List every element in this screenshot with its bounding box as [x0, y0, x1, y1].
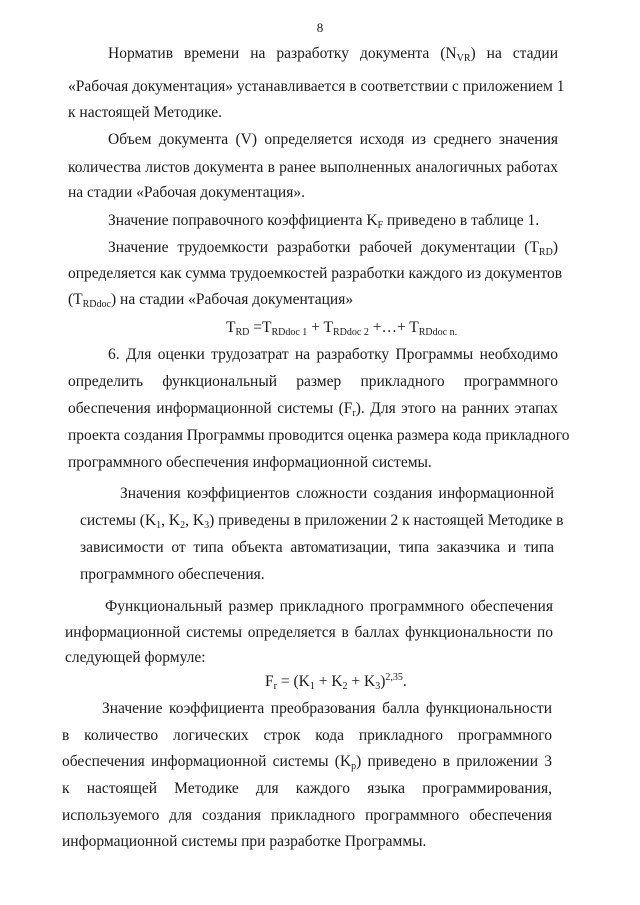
- formula-fr: $F_r = (K_1 + K_2 + K_3)^{2,35}$.: [265, 672, 407, 692]
- p5-line2: определить функциональный размер прикладного программного: [68, 373, 558, 390]
- p7-line1: Функциональный размер прикладного программного обеспечения: [105, 598, 553, 615]
- p7-line3: следующей формуле:: [65, 649, 206, 666]
- p7-line2: информационной системы определяется в баллах функциональности по: [65, 624, 553, 641]
- p5-line4: проекта создания Программы проводится оценка размера кода прикладного: [68, 427, 570, 444]
- p6-line4: программного обеспечения.: [80, 566, 265, 583]
- p2-line3: на стадии «Рабочая документация».: [68, 184, 305, 201]
- p4-line2: определяется как сумма трудоемкостей разработки каждого из документов: [68, 265, 563, 282]
- p1-line3: к настоящей Методике.: [68, 104, 223, 121]
- p8-line3: обеспечения информационной системы $(K_p)$ приведено в приложении 3: [62, 753, 552, 772]
- p8-line2: в количество логических строк кода прикладного программного: [62, 727, 552, 744]
- p6-line3: зависимости от типа объекта автоматизации, типа заказчика и типа: [80, 539, 554, 556]
- p8-line4: к настоящей Методике для каждого языка программирования,: [62, 780, 552, 797]
- p8-line1: Значение коэффициента преобразования балла функциональности: [102, 700, 552, 717]
- p4-line3: $(T_{RDdoc})$ на стадии «Рабочая документация»: [68, 291, 354, 310]
- p5-line3: обеспечения информационной системы $(F_r)$. Для этого на ранних этапах: [68, 400, 558, 419]
- p1-line1: Норматив времени на разработку документа $(N_{VR})$ на стадии: [108, 45, 558, 64]
- p6-line1: Значения коэффициентов сложности создания информационной: [120, 485, 554, 502]
- p2-line2: количества листов документа в ранее выполненных аналогичных работах: [68, 159, 558, 176]
- p5-line5: программного обеспечения информационной системы.: [68, 454, 432, 471]
- formula-trd: $T_{RD} =T_{RDdoc 1} + T_{RDdoc 2}$ +…+ $T_{RDdoc n.}$: [226, 319, 458, 338]
- p4-line1: Значение трудоемкости разработки рабочей документации $(T_{RD})$: [108, 239, 558, 258]
- p8-line6: информационной системы при разработке Программы.: [62, 833, 427, 850]
- p8-line5: используемого для создания прикладного программного обеспечения: [62, 807, 552, 824]
- p3-line1: Значение поправочного коэффициента $K_F$ приведено в таблице 1.: [108, 212, 540, 231]
- p6-line2: системы ($K_1$, $K_2$, $K_3$) приведены в приложении 2 к настоящей Методике в: [80, 512, 564, 531]
- p2-line1: Объем документа (V) определяется исходя из среднего значения: [108, 131, 558, 148]
- page-number: 8: [316, 20, 324, 35]
- p1-line2: «Рабочая документация» устанавливается в соответствии с приложением 1: [68, 78, 565, 95]
- p5-line1: 6. Для оценки трудозатрат на разработку Программы необходимо: [108, 346, 558, 363]
